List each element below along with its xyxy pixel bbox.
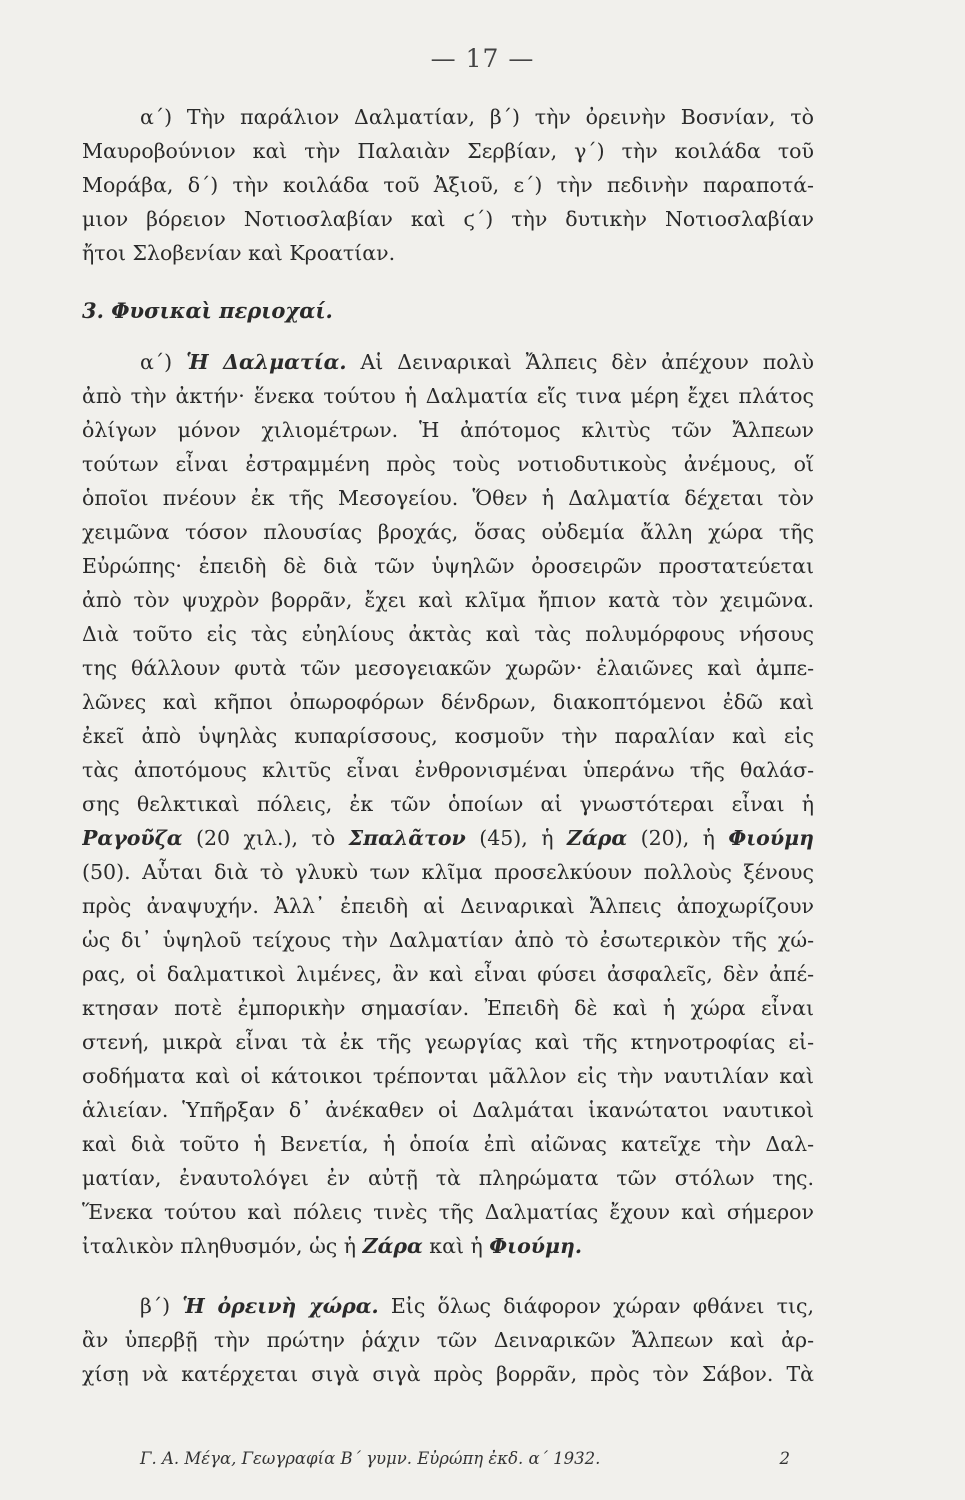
text-line: α΄) Τὴν παράλιον Δαλματίαν, β΄) τὴν ὀρεινὴν Βοσνίαν, τὸ (140, 105, 814, 129)
page-number: — 17 — (430, 44, 535, 73)
text-line: ὁποῖοι πνέουν ἐκ τῆς Μεσογείου. Ὅθεν ἡ Δαλματία δέχεται τὸν (82, 486, 814, 510)
text-line: Διὰ τοῦτο εἰς τὰς εὐηλίους ἀκτὰς καὶ τὰς πολυμόρφους νήσους (82, 622, 814, 646)
text-line: κτησαν ποτὲ ἐμπορικὴν σημασίαν. Ἐπειδὴ δὲ καὶ ἡ χώρα εἶναι (82, 996, 814, 1020)
text-line: Ἕνεκα τούτου καὶ πόλεις τινὲς τῆς Δαλματίας ἔχουν καὶ σήμερον (82, 1200, 814, 1224)
text-line: της θάλλουν φυτὰ τῶν μεσογειακῶν χωρῶν· ἐλαιῶνες καὶ ἀμπε- (82, 656, 814, 680)
text-line: Μοράβα, δ΄) τὴν κοιλάδα τοῦ Ἀξιοῦ, ε΄) τὴν πεδινὴν παραποτά- (82, 173, 814, 197)
text-line: στενή, μικρὰ εἶναι τὰ ἐκ τῆς γεωργίας καὶ τῆς κτηνοτροφίας εἰ- (82, 1030, 814, 1054)
text-line: πρὸς ἀναψυχήν. Ἀλλ᾽ ἐπειδὴ αἱ Δειναρικαὶ Ἄλπεις ἀποχωρίζουν (82, 894, 814, 918)
city-name: Φιούμη (728, 826, 814, 850)
text-line: τούτων εἶναι ἐστραμμένη πρὸς τοὺς νοτιοδυτικοὺς ἀνέμους, οἵ (82, 452, 814, 476)
text-line: καὶ διὰ τοῦτο ἡ Βενετία, ἡ ὁποία ἐπὶ αἰῶνας κατεῖχε τὴν Δαλ- (82, 1132, 814, 1156)
city-name: Ραγοῦζα (82, 826, 183, 850)
text-line: Μαυροβούνιον καὶ τὴν Παλαιὰν Σερβίαν, γ΄) τὴν κοιλάδα τοῦ (82, 139, 814, 163)
city-name: Ζάρα (362, 1234, 423, 1258)
text-line: ἐκεῖ ἀπὸ ὑψηλὰς κυπαρίσσους, κοσμοῦν τὴν παραλίαν καὶ εἰς (82, 724, 814, 748)
paragraph-first-line: α΄) Ἡ Δαλματία. Αἱ Δειναρικαὶ Ἄλπεις δὲν ἀπέχουν πολὺ (140, 350, 814, 374)
text-line: ρας, οἱ δαλματικοὶ λιμένες, ἂν καὶ εἶναι φύσει ἀσφαλεῖς, δὲν ἀπέ- (82, 962, 814, 986)
text-line: ἤτοι Σλοβενίαν καὶ Κροατίαν. (82, 241, 396, 265)
paragraph-first-line: β΄) Ἡ ὀρεινὴ χώρα. Εἰς ὅλως διάφορον χώραν φθάνει τις, (140, 1294, 814, 1318)
subsection-title: Ἡ ὀρεινὴ χώρα. (182, 1294, 379, 1318)
footer-citation: Γ. Α. Μέγα, Γεωγραφία Β΄ γυμν. Εὐρώπη ἐκδ. α΄ 1932. (140, 1449, 601, 1468)
sheet-number: 2 (779, 1449, 790, 1468)
text-line: τὰς ἀποτόμους κλιτῦς εἶναι ἐνθρονισμέναι ὑπεράνω τῆς θαλάσ- (82, 758, 814, 782)
paragraph-last-line: ἰταλικὸν πληθυσμόν, ὡς ἡ Ζάρα καὶ ἡ Φιούμη. (82, 1234, 583, 1258)
text-line: (50). Αὗται διὰ τὸ γλυκὺ των κλῖμα προσελκύουν πολλοὺς ξένους (82, 860, 814, 884)
text-line: Εὐρώπης· ἐπειδὴ δὲ διὰ τῶν ὑψηλῶν ὀροσειρῶν προστατεύεται (82, 554, 814, 578)
text-line: ὡς δι᾽ ὑψηλοῦ τείχους τὴν Δαλματίαν ἀπὸ τὸ ἐσωτερικὸν τῆς χώ- (82, 928, 814, 952)
text-line: λῶνες καὶ κῆποι ὀπωροφόρων δένδρων, διακοπτόμενοι ἐδῶ καὶ (82, 690, 814, 714)
text-line: ἀπὸ τὴν ἀκτήν· ἕνεκα τούτου ἡ Δαλματία εἴς τινα μέρη ἔχει πλάτος (82, 384, 814, 408)
section-heading: 3. Φυσικαὶ περιοχαί. (82, 298, 333, 323)
text-line: χειμῶνα τόσον πλουσίας βροχάς, ὅσας οὐδεμία ἄλλη χώρα τῆς (82, 520, 814, 544)
text-line: ἁλιείαν. Ὑπῆρξαν δ᾽ ἀνέκαθεν οἱ Δαλμάται ἱκανώτατοι ναυτικοὶ (82, 1098, 814, 1122)
text-line: ματίαν, ἐναυτολόγει ἐν αὐτῇ τὰ πληρώματα τῶν στόλων της. (82, 1166, 814, 1190)
text-line: σης θελκτικαὶ πόλεις, ἐκ τῶν ὁποίων αἱ γνωστότεραι εἶναι ἡ (82, 792, 814, 816)
cities-line: Ραγοῦζα (20 χιλ.), τὸ Σπαλᾶτον (45), ἡ Ζάρα (20), ἡ Φιούμη (82, 826, 814, 850)
text-line: χίσῃ νὰ κατέρχεται σιγὰ σιγὰ πρὸς βορρᾶν, πρὸς τὸν Σάβον. Τὰ (82, 1362, 814, 1386)
subsection-title: Ἡ Δαλματία. (186, 350, 347, 374)
city-name: Ζάρα (567, 826, 628, 850)
city-name: Σπαλᾶτον (348, 826, 466, 850)
text-line: ἀπὸ τὸν ψυχρὸν βορρᾶν, ἔχει καὶ κλῖμα ἤπιον κατὰ τὸν χειμῶνα. (82, 588, 814, 612)
city-name: Φιούμη. (489, 1234, 583, 1258)
text-line: ὀλίγων μόνον χιλιομέτρων. Ἡ ἀπότομος κλιτὺς τῶν Ἄλπεων (82, 418, 814, 442)
page-footer (140, 1449, 790, 1468)
text-line: σοδήματα καὶ οἱ κάτοικοι τρέπονται μᾶλλον εἰς τὴν ναυτιλίαν καὶ (82, 1064, 814, 1088)
text-line: ἂν ὑπερβῇ τὴν πρώτην ῥάχιν τῶν Δειναρικῶν Ἄλπεων καὶ ἀρ- (82, 1328, 814, 1352)
text-line: μιον βόρειον Νοτιοσλαβίαν καὶ ϛ΄) τὴν δυτικὴν Νοτιοσλαβίαν (82, 207, 814, 231)
